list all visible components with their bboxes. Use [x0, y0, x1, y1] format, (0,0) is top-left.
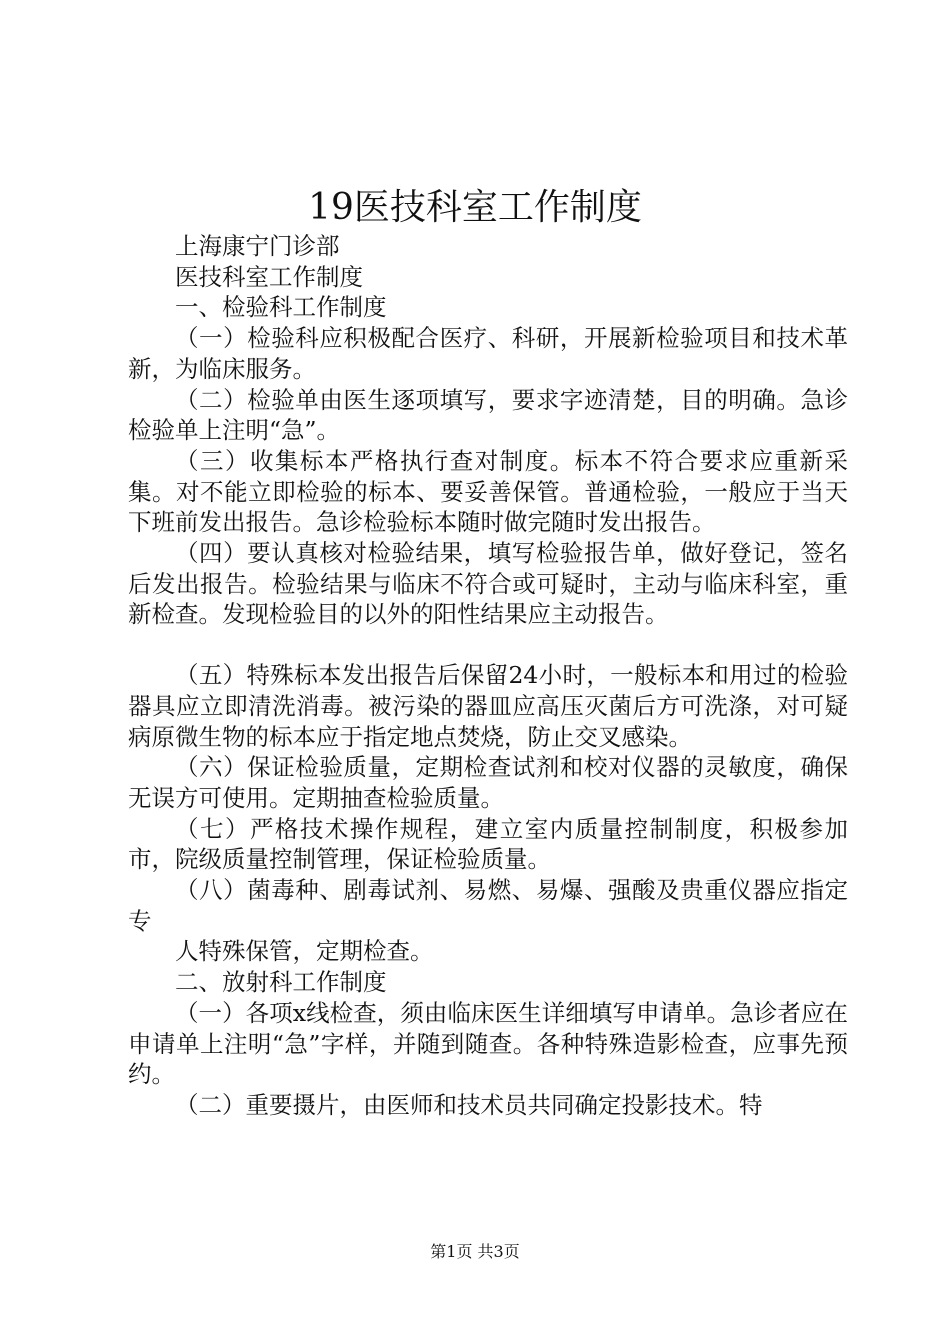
- lab-rule-5: （五）特殊标本发出报告后保留24小时，一般标本和用过的检验器具应立即清洗消毒。被污染的器皿应高压灭菌后方可洗涤，对可疑病原微生物的标本应于指定地点焚烧，防止交叉感染。: [128, 661, 848, 751]
- lab-rule-4: （四）要认真核对检验结果，填写检验报告单，做好登记，签名后发出报告。检验结果与临床不符合或可疑时，主动与临床科室，重新检查。发现检验目的以外的阳性结果应主动报告。: [128, 539, 848, 629]
- document-subtitle: 医技科室工作制度: [175, 262, 363, 291]
- section-heading-radiology: 二、放射科工作制度: [175, 968, 387, 997]
- page-footer: 第1页 共3页: [430, 1242, 520, 1261]
- lab-rule-7: （七）严格技术操作规程，建立室内质量控制制度，积极参加市，院级质量控制管理，保证检验质量。: [128, 814, 848, 874]
- radiology-rule-2: （二）重要摄片，由医师和技术员共同确定投影技术。特: [175, 1090, 763, 1119]
- lab-rule-8: （八）菌毒种、剧毒试剂、易燃、易爆、强酸及贵重仪器应指定专: [128, 876, 848, 935]
- lab-rule-8-continued: 人特殊保管，定期检查。: [175, 937, 434, 966]
- lab-rule-1: （一）检验科应积极配合医疗、科研，开展新检验项目和技术革新，为临床服务。: [128, 324, 848, 383]
- lab-rule-3: （三）收集标本严格执行查对制度。标本不符合要求应重新采集。对不能立即检验的标本、要妥善保管。普通检验，一般应于当天下班前发出报告。急诊检验标本随时做完随时发出报告。: [128, 446, 848, 537]
- clinic-name: 上海康宁门诊部: [175, 232, 340, 260]
- document-body: [128, 231, 848, 1121]
- section-heading-lab: 一、检验科工作制度: [175, 293, 387, 322]
- document-title: 19医技科室工作制度: [308, 187, 642, 228]
- lab-rule-6: （六）保证检验质量，定期检查试剂和校对仪器的灵敏度，确保无误方可使用。定期抽查检验质量。: [128, 753, 848, 812]
- radiology-rule-1: （一）各项x线检查，须由临床医生详细填写申请单。急诊者应在申请单上注明“急”字样，并随到随查。各种特殊造影检查，应事先预约。: [128, 998, 848, 1089]
- lab-rule-2: （二）检验单由医生逐项填写，要求字迹清楚，目的明确。急诊检验单上注明“急”。: [128, 385, 848, 445]
